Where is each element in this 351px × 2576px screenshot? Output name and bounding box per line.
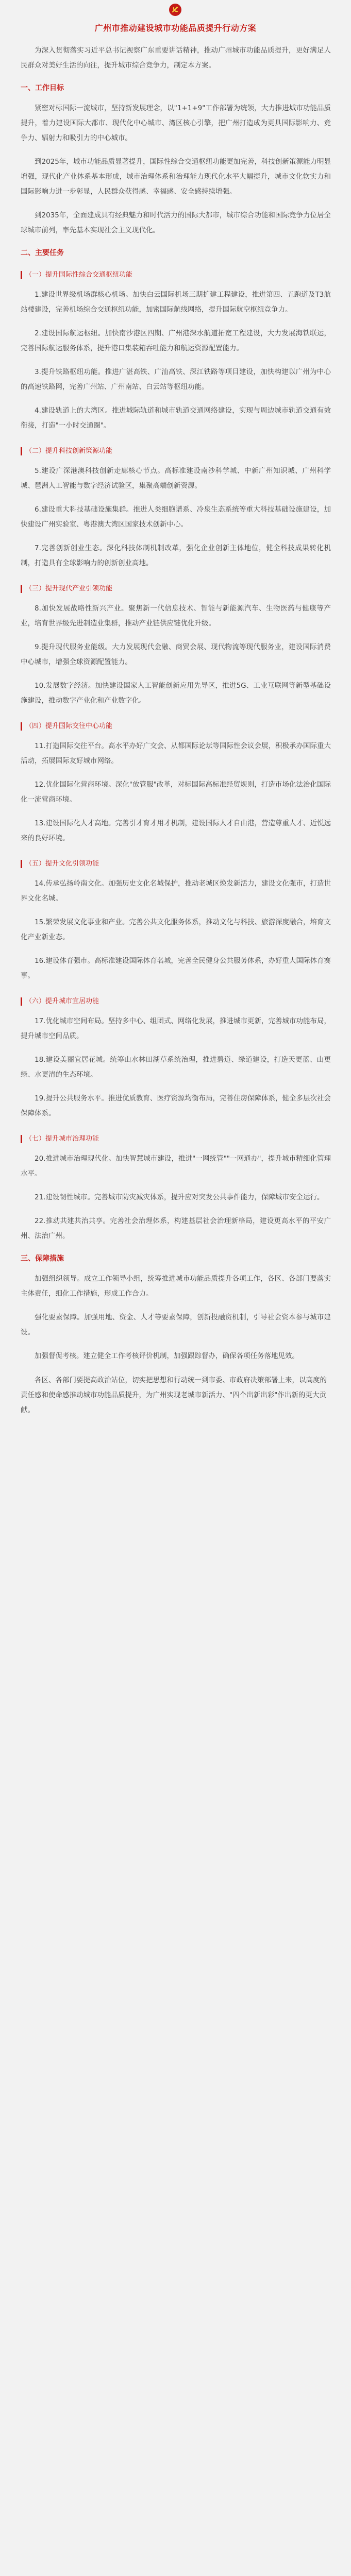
task-paragraph: 9.提升现代服务业能级。大力发展现代金融、商贸会展、现代物流等现代服务业，建设国际消费中心城市，增强全球资源配置能力。 xyxy=(21,643,331,666)
subsection-label: （四）提升国际交往中心功能 xyxy=(21,722,112,731)
task-paragraph: 3.提升铁路枢纽功能。推进广湛高铁、广汕高铁、深江铁路等项目建设，加快构建以广州为中心的高速铁路网，完善广州站、广州南站、白云站等枢纽功能。 xyxy=(21,368,331,391)
section-paragraph: 加强组织领导。成立工作领导小组，统筹推进城市功能品质提升各项工作，各区、各部门要落实主体责任，细化工作措施，形成工作合力。 xyxy=(21,1275,331,1298)
task-paragraph: 20.推进城市治理现代化。加快智慧城市建设，推进"一网统管""一网通办"，提升城市精细化管理水平。 xyxy=(21,1155,331,1178)
section-paragraph: 加强督促考核。建立健全工作考核评价机制，加强跟踪督办，确保各项任务落地见效。 xyxy=(35,1352,299,1360)
party-emblem-icon xyxy=(169,3,182,16)
section-heading: 三、保障措施 xyxy=(21,1255,64,1263)
subsection-label: （二）提升科技创新策源功能 xyxy=(21,447,112,455)
intro-paragraph: 为深入贯彻落实习近平总书记视察广东重要讲话精神，推动广州城市功能品质提升，更好满足人民群众对美好生活的向往，提升城市综合竞争力，制定本方案。 xyxy=(21,46,331,70)
section-paragraph: 强化要素保障。加强用地、资金、人才等要素保障，创新投融资机制，引导社会资本参与城市建设。 xyxy=(21,1313,331,1336)
task-paragraph: 21.建设韧性城市。完善城市防灾减灾体系，提升应对突发公共事件能力，保障城市安全运行。 xyxy=(35,1193,324,1201)
document-body xyxy=(21,43,331,1418)
task-paragraph: 2.建设国际航运枢纽。加快南沙港区四期、广州港深水航道拓宽工程建设，大力发展海铁联运，完善国际航运服务体系，提升港口集装箱吞吐能力和航运资源配置能力。 xyxy=(21,329,331,352)
task-paragraph: 1.建设世界级机场群核心机场。加快白云国际机场三期扩建工程建设，推进第四、五跑道及T3航站楼建设，完善机场综合交通枢纽功能，加密国际航线网络，提升国际航空枢纽竞争力。 xyxy=(21,291,331,314)
task-paragraph: 18.建设美丽宜居花城。统筹山水林田湖草系统治理，推进碧道、绿道建设，打造天更蓝、山更绿、水更清的生态环境。 xyxy=(21,1056,331,1079)
task-paragraph: 22.推动共建共治共享。完善社会治理体系，构建基层社会治理新格局，建设更高水平的平安广州、法治广州。 xyxy=(21,1217,331,1240)
section-heading: 二、主要任务 xyxy=(21,249,64,257)
closing-paragraph: 各区、各部门要提高政治站位，切实把思想和行动统一到市委、市政府决策部署上来，以高度的责任感和使命感推动城市功能品质提升，为广州实现老城市新活力、"四个出新出彩"作出新的更大贡献。 xyxy=(21,1376,327,1414)
task-paragraph: 13.建设国际化人才高地。完善引才育才用才机制，建设国际人才自由港，营造尊重人才、近悦远来的良好环境。 xyxy=(21,819,331,842)
subsection-label: （七）提升城市治理功能 xyxy=(21,1135,99,1143)
task-paragraph: 4.建设轨道上的大湾区。推进城际轨道和城市轨道交通网络建设，实现与周边城市轨道交通有效衔接，打造"一小时交通圈"。 xyxy=(21,406,331,430)
task-paragraph: 8.加快发展战略性新兴产业。聚焦新一代信息技术、智能与新能源汽车、生物医药与健康等产业，培育世界级先进制造业集群，推动产业链供应链优化升级。 xyxy=(21,604,331,628)
section-heading: 一、工作目标 xyxy=(21,84,64,92)
section-paragraph: 到2025年，城市功能品质显著提升，国际性综合交通枢纽功能更加完善，科技创新策源能力明显增强，现代化产业体系基本形成，城市治理体系和治理能力现代化水平大幅提升，城市文化软实力和国际影响力进一步彰显，人民群众获得感、幸福感、安全感持续增强。 xyxy=(21,158,331,196)
section-paragraph: 到2035年，全面建成具有经典魅力和时代活力的国际大都市，城市综合功能和国际竞争力位居全球城市前列，率先基本实现社会主义现代化。 xyxy=(21,211,331,234)
task-paragraph: 5.建设广深港澳科技创新走廊核心节点。高标准建设南沙科学城、中新广州知识城、广州科学城、琶洲人工智能与数字经济试验区，集聚高端创新资源。 xyxy=(21,467,331,490)
task-paragraph: 16.建设体育强市。高标准建设国际体育名城，完善全民健身公共服务体系，办好重大国际体育赛事。 xyxy=(21,957,331,980)
section-paragraph: 紧密对标国际一流城市，坚持新发展理念，以"1+1+9"工作部署为统领，大力推进城市功能品质提升，着力建设国际大都市、现代化中心城市、湾区核心引擎，把广州打造成为更具国际影响力、竞争力、辐射力和吸引力的中心城市。 xyxy=(21,104,331,142)
subsection-label: （六）提升城市宜居功能 xyxy=(21,997,99,1006)
task-paragraph: 11.打造国际交往平台。高水平办好广交会、从都国际论坛等国际性会议会展，积极承办国际重大活动，拓展国际友好城市网络。 xyxy=(21,742,331,765)
task-paragraph: 17.优化城市空间布局。坚持多中心、组团式、网络化发展，推进城市更新，完善城市功能布局，提升城市空间品质。 xyxy=(21,1017,331,1040)
subsection-label: （一）提升国际性综合交通枢纽功能 xyxy=(21,271,132,279)
task-paragraph: 10.发展数字经济。加快建设国家人工智能创新应用先导区，推进5G、工业互联网等新型基础设施建设，推动数字产业化和产业数字化。 xyxy=(21,682,331,705)
task-paragraph: 15.繁荣发展文化事业和产业。完善公共文化服务体系，推动文化与科技、旅游深度融合，培育文化产业新业态。 xyxy=(21,918,331,941)
task-paragraph: 19.提升公共服务水平。推进优质教育、医疗资源均衡布局，完善住房保障体系，健全多层次社会保障体系。 xyxy=(21,1094,331,1117)
subsection-label: （五）提升文化引领功能 xyxy=(21,860,99,868)
task-paragraph: 6.建设重大科技基础设施集群。推进人类细胞谱系、冷泉生态系统等重大科技基础设施建设，加快建设广州实验室、粤港澳大湾区国家技术创新中心。 xyxy=(21,505,331,529)
task-paragraph: 14.传承弘扬岭南文化。加强历史文化名城保护，推动老城区焕发新活力，建设文化强市，打造世界文化名城。 xyxy=(21,879,331,903)
subsection-label: （三）提升现代产业引领功能 xyxy=(21,585,112,593)
document-title: 广州市推动建设城市功能品质提升行动方案 xyxy=(94,23,257,33)
task-paragraph: 7.完善创新创业生态。深化科技体制机制改革，强化企业创新主体地位，健全科技成果转化机制，打造具有全球影响力的创新创业高地。 xyxy=(21,544,331,567)
task-paragraph: 12.优化国际化营商环境。深化"放管服"改革，对标国际高标准经贸规则，打造市场化法治化国际化一流营商环境。 xyxy=(21,781,331,804)
